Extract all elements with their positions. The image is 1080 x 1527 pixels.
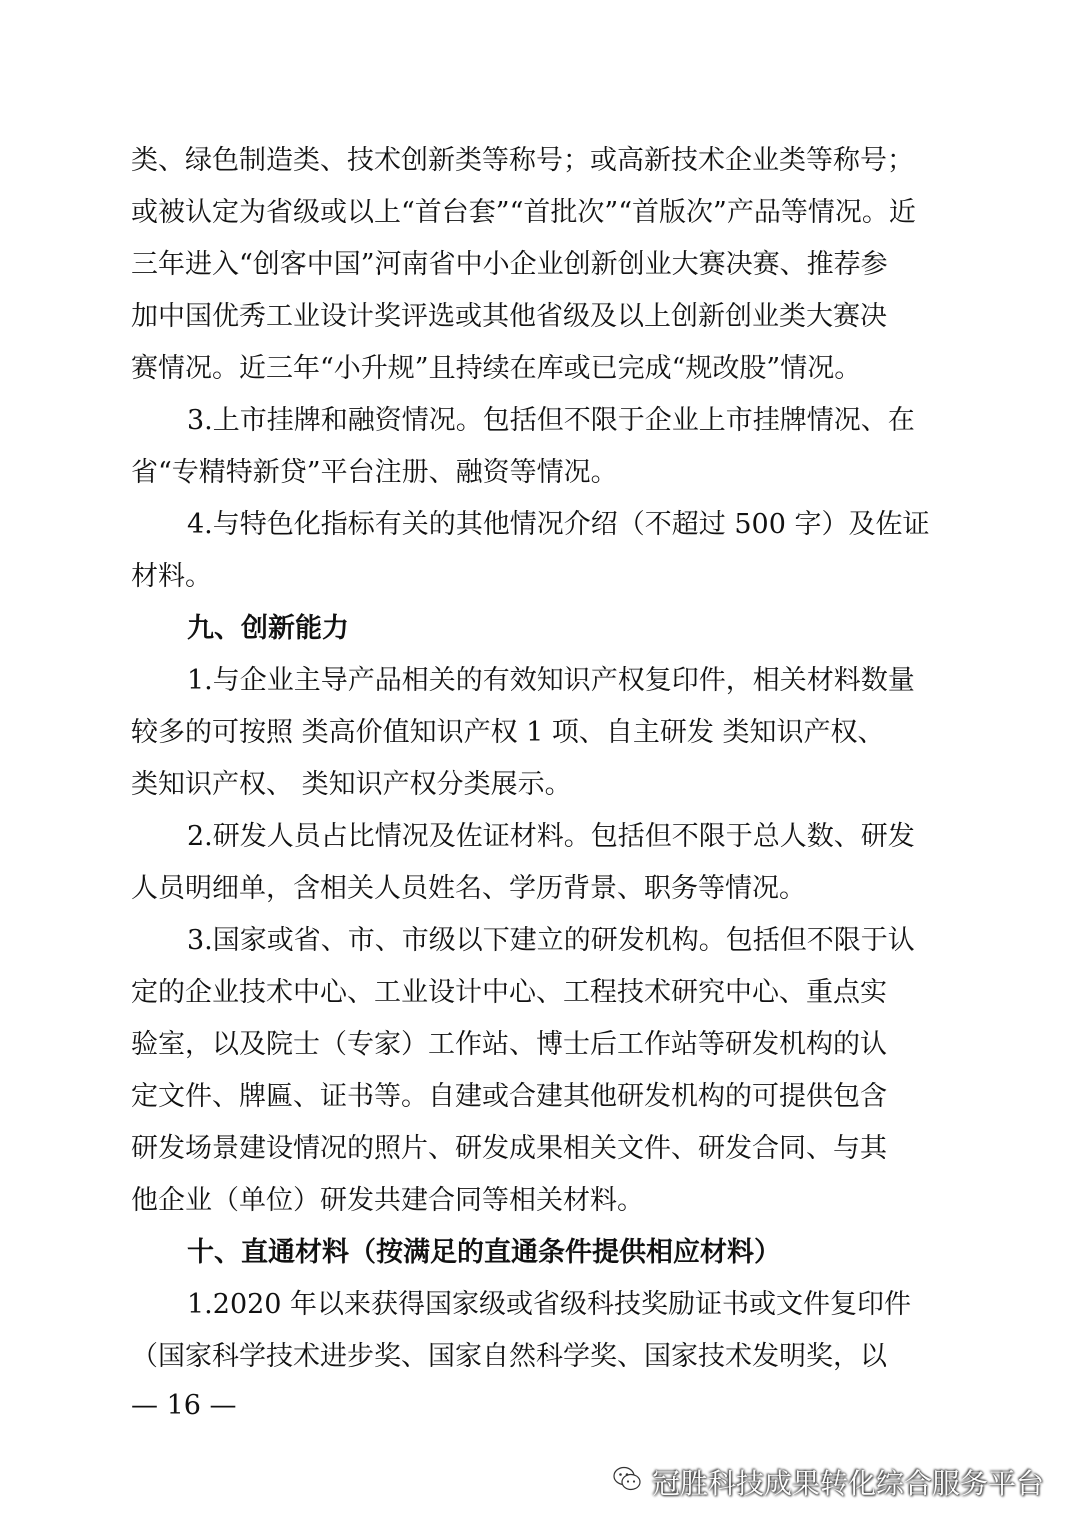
watermark — [612, 1462, 1044, 1502]
text-line: 2.研发人员占比情况及佐证材料。包括但不限于总人数、研发 — [187, 821, 915, 852]
text-line: 定的企业技术中心、工业设计中心、工程技术研究中心、重点实 — [131, 977, 887, 1008]
watermark-text: 冠胜科技成果转化综合服务平台 — [651, 1467, 1044, 1500]
text-line: 验室，以及院士（专家）工作站、博士后工作站等研发机构的认 — [131, 1029, 887, 1060]
text-line: 3.国家或省、市、市级以下建立的研发机构。包括但不限于认 — [187, 925, 915, 956]
text-line: 研发场景建设情况的照片、研发成果相关文件、研发合同、与其 — [131, 1133, 887, 1164]
text-line: 人员明细单，含相关人员姓名、学历背景、职务等情况。 — [131, 873, 806, 904]
body-text — [131, 135, 951, 1383]
text-line: 类知识产权、 类知识产权分类展示。 — [131, 769, 572, 800]
text-line: 1.2020 年以来获得国家级或省级科技奖励证书或文件复印件 — [187, 1289, 912, 1320]
text-line: 1.与企业主导产品相关的有效知识产权复印件，相关材料数量 — [187, 665, 915, 696]
section-heading: 九、创新能力 — [187, 613, 349, 644]
text-line: 定文件、牌匾、证书等。自建或合建其他研发机构的可提供包含 — [131, 1081, 887, 1112]
section-heading: 十、直通材料（按满足的直通条件提供相应材料） — [187, 1237, 781, 1268]
text-line: 三年进入“创客中国”河南省中小企业创新创业大赛决赛、推荐参 — [131, 249, 888, 280]
page-number: — 16 — — [131, 1390, 237, 1421]
text-line: （国家科学技术进步奖、国家自然科学奖、国家技术发明奖，以 — [131, 1341, 887, 1372]
text-line: 4.与特色化指标有关的其他情况介绍（不超过 500 字）及佐证 — [187, 509, 930, 540]
text-line: 3.上市挂牌和融资情况。包括但不限于企业上市挂牌情况、在 — [187, 405, 915, 436]
text-line: 省“专精特新贷”平台注册、融资等情况。 — [131, 457, 618, 488]
text-line: 赛情况。近三年“小升规”且持续在库或已完成“规改股”情况。 — [131, 353, 862, 384]
wechat-icon — [612, 1465, 642, 1500]
text-line: 或被认定为省级或以上“首台套”“首批次”“首版次”产品等情况。近 — [131, 197, 916, 228]
text-line: 较多的可按照 类高价值知识产权 1 项、自主研发 类知识产权、 — [131, 717, 885, 748]
text-line: 他企业（单位）研发共建合同等相关材料。 — [131, 1185, 644, 1216]
text-line: 加中国优秀工业设计奖评选或其他省级及以上创新创业类大赛决 — [131, 301, 887, 332]
text-line: 类、绿色制造类、技术创新类等称号；或高新技术企业类等称号； — [131, 145, 914, 176]
text-line: 材料。 — [131, 561, 212, 592]
